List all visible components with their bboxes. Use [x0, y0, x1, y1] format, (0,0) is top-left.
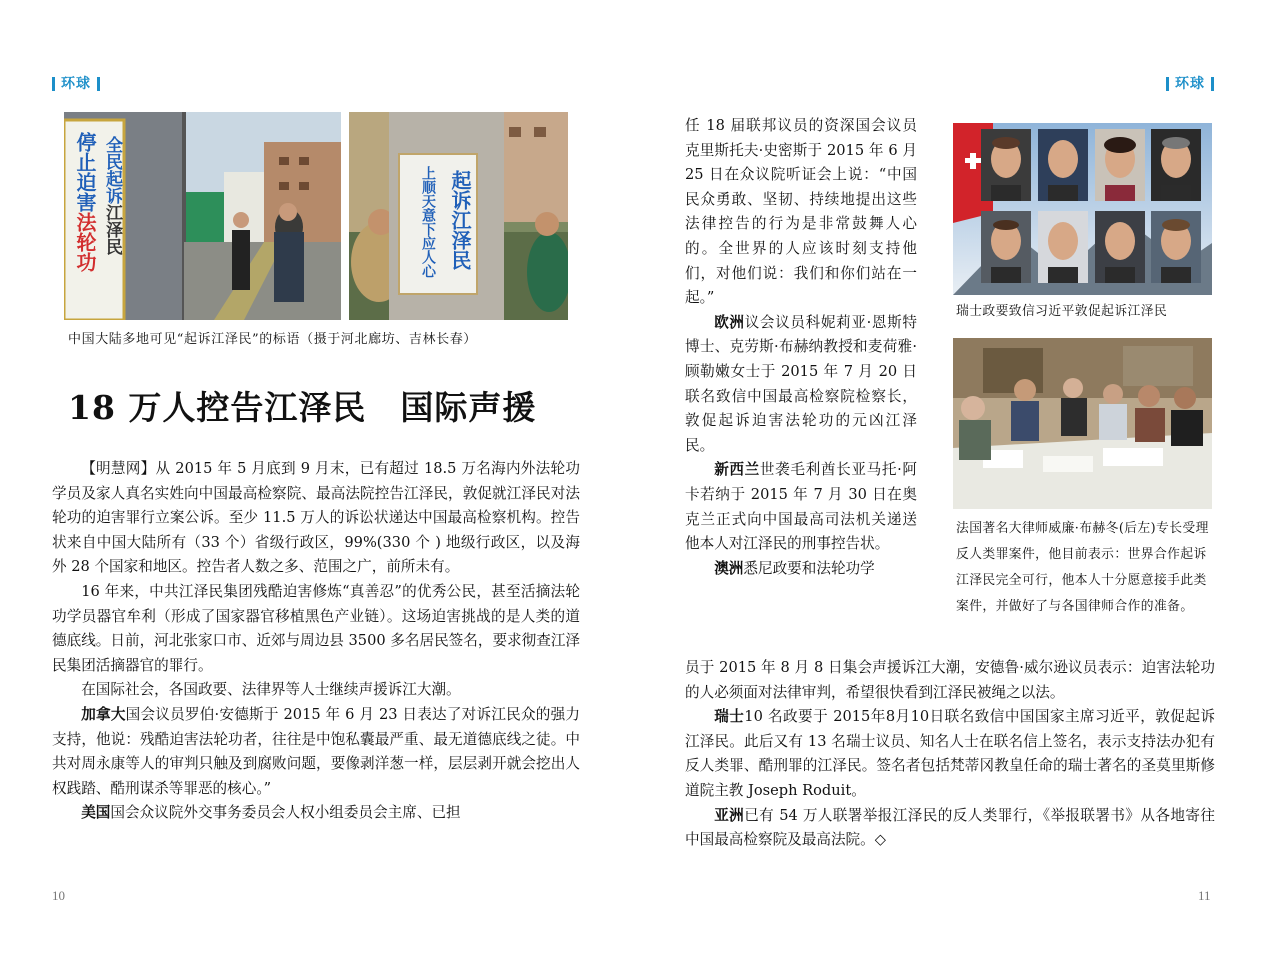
paragraph-canada: [52, 703, 580, 801]
right-body-wide: [685, 656, 1215, 853]
swiss-text: 10 名政要于 2015年8月10日联名致信中国国家主席习近平，敦促起诉江泽民。此后又有 13 名瑞士议员、知名人士在联名信上签名，表示支持法办犯有反人类罪、酷刑罪的江泽民。签名者包括梵蒂冈教皇任命的瑞士著名的圣莫里斯修道院主教 Joseph Roduit。: [685, 708, 1215, 799]
pole-poster-photo: [349, 112, 568, 320]
usa-text: 国会众议院外交事务委员会人权小组委员会主席、已担: [110, 804, 461, 822]
usa-continued-text: 任 18 届联邦议员的资深国会议员克里斯托夫·史密斯于 2015 年 6 月 25 日在众议院听证会上说：“中国民众勇敢、坚韧、持续地提出这些法律控告的行为是非常鼓舞人心的。全世界的人应该时刻支持他们，对他们说：我们和你们站在一起。”: [685, 117, 917, 307]
canada-text: 国会议员罗伯·安德斯于 2015 年 6 月 23 日表达了对诉江民众的强力支持，他说：残酷迫害法轮功者，往往是中饱私囊最严重、最无道德底线之徒。中共对周永康等人的审判只触及到腐败问题，要像剥洋葱一样，层层剥开就会挖出人权践踏、酷刑谋杀等罪恶的核心。”: [52, 705, 580, 797]
right-body-narrow: [685, 114, 917, 581]
paragraph-australia-start: [685, 557, 917, 582]
french-lawyer-photo: [953, 338, 1212, 509]
region-label-switzerland: 瑞士: [714, 708, 745, 726]
poster1-text-a: 全民起诉江泽民: [102, 136, 122, 255]
region-label-new-zealand: 新西兰: [714, 461, 760, 479]
swiss-politicians-photo: [953, 123, 1212, 295]
paragraph-switzerland: [685, 705, 1215, 803]
paragraph-international: 在国际社会，各国政要、法律界等人士继续声援诉江大潮。: [81, 681, 461, 699]
article-title: 18 万人控告江泽民 国际声援: [68, 388, 537, 427]
page-number-left: 10: [52, 888, 65, 903]
europe-text: 议会议员科妮莉亚·恩斯特博士、克劳斯·布赫纳教授和麦荷雅·顾勒嫩女士于 2015 年 7 月 20 日联名致信中国最高检察院检察长，敦促起诉迫害法轮功的元凶江泽民。: [685, 313, 917, 454]
aus-text-start: 悉尼政要和法轮功学: [743, 559, 875, 577]
paragraph-new-zealand: [685, 458, 917, 556]
paragraph-europe: [685, 311, 917, 459]
paragraph-usa: [52, 801, 580, 826]
section-tag-left: 环球: [52, 77, 100, 91]
street-banner-photo: [64, 112, 341, 320]
region-label-asia: 亚洲: [714, 806, 745, 824]
caption-france: 法国著名大律师威廉·布赫冬(后左)专长受理反人类罪案件，他目前表示：世界合作起诉江泽民完全可行，他本人十分愿意接手此类案件，并做好了与各国律师合作的准备。: [956, 521, 1209, 614]
poster2-headline: 起诉江泽民: [448, 170, 472, 270]
poster1-text-b: 停止迫害法轮功: [73, 132, 97, 272]
page-number-right: 11: [1198, 888, 1211, 903]
aus-text-continued: 员于 2015 年 8 月 8 日集会声援诉江大潮，安德鲁·威尔逊议员表示：迫害法轮功的人必须面对法律审判，希望很快看到江泽民被绳之以法。: [685, 659, 1215, 701]
region-label-australia: 澳洲: [714, 559, 744, 577]
asia-text: 已有 54 万人联署举报江泽民的反人类罪行，《举报联署书》从各地寄往中国最高检察院及最高法院。◇: [685, 806, 1215, 849]
paragraph-asia: [685, 804, 1215, 853]
left-body: [52, 457, 580, 826]
caption-swiss: 瑞士政要致信习近平敦促起诉江泽民: [956, 304, 1168, 319]
region-label-europe: 欧洲: [714, 313, 745, 331]
poster2-slogan: 上顺天意下应人心: [420, 166, 436, 278]
nz-text: 世袭毛利酋长亚马托·阿卡若纳于 2015 年 7 月 30 日在奥克兰正式向中国最高司法机关递送他本人对江泽民的刑事控告状。: [685, 461, 917, 553]
paragraph-persecution: 16 年来，中共江泽民集团残酷迫害修炼“真善忍”的优秀公民，甚至活摘法轮功学员器官牟利（形成了国家器官移植黑色产业链）。这场迫害挑战的是人类的道德底线。日前，河北张家口市、近郊与周边县 3500 多名居民签名，要求彻查江泽民集团活摘器官的罪行。: [52, 582, 581, 674]
region-label-usa: 美国: [81, 804, 111, 822]
region-label-canada: 加拿大: [81, 705, 126, 723]
photos-caption: 中国大陆多地可见“起诉江泽民”的标语（摄于河北廊坊、吉林长春）: [68, 332, 477, 347]
paragraph-intro: 【明慧网】从 2015 年 5 月底到 9 月末，已有超过 18.5 万名海内外法轮功学员及家人真名实姓向中国最高检察院、最高法院控告江泽民，敦促就江泽民对法轮功的迫害罪行立案公诉。至少 11.5 万人的诉讼状递达中国最高检察机构。控告状来自中国大陆所有（33 个）省级行政区，99%(330 个 ) 地级行政区，以及海外 28 个国家和地区。控告者人数之多、范围之广，前所未有。: [52, 460, 580, 576]
section-tag-right: 环球: [1166, 77, 1214, 91]
